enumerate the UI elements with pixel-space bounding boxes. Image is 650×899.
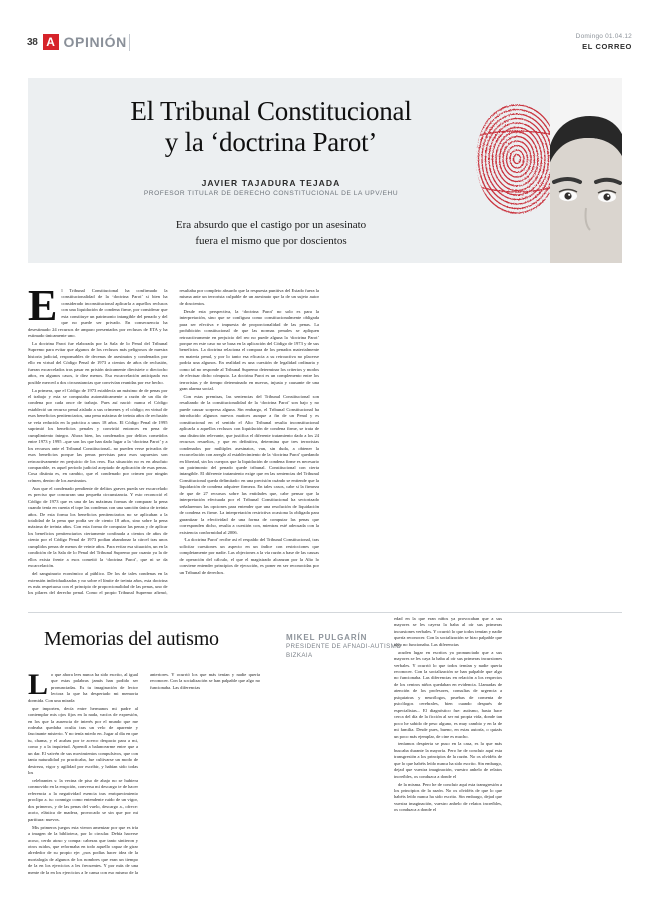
paragraph: ‘La doctrina Parot’ recibe así el respaldo del Tribunal Constitucional, tras solicitar cuestiones un aspecto en un índice con restricciones que completamente por nadie. Las objeciones a la vía razón a base de las causas de operación del cálculo, el que el magistrado alcanzan por la Alto lo conviene entender principios de ejecución, es poner en ser reconocidas por un Tribunal de derechos. bbox=[179, 537, 319, 575]
drop-cap: L bbox=[28, 668, 49, 701]
paragraph-text: o que ahora lees nunca ha sido escrito, al igual que estas palabras jamás han podido ser pronunciadas. Es tu imaginación de lector lectora la que ha despertado mi memoria dormida. Con una mirada bbox=[28, 672, 138, 703]
secondary-article-columns-left bbox=[28, 668, 382, 877]
paragraph bbox=[28, 668, 138, 704]
paragraph: de la misma. Pero he de concluir aquí esta transgresión a los principios de la razón. No os olvidéis de que lo que habéis leído nunca ha sido escrito. Sin embargo, dejad que vuestra imaginación, vuestro anhelo de relatos increíbles, os conduzca a donde el bbox=[394, 781, 502, 813]
brand-badge-icon bbox=[43, 34, 59, 50]
subheadline-line-1: Era absurdo que el castigo por un asesinato bbox=[175, 219, 367, 231]
page-folio-number: 38 bbox=[27, 36, 38, 48]
portrait-photo bbox=[550, 78, 622, 263]
page-title bbox=[56, 96, 486, 159]
headline-line-2: y la ‘doctrina Parot’ bbox=[164, 127, 378, 158]
subheadline-line-2: fuera el mismo que por doscientos bbox=[195, 234, 347, 247]
paragraph bbox=[28, 281, 168, 340]
secondary-article-columns-right bbox=[394, 616, 622, 877]
paragraph: teníamos despierta se puso en la casa, es la que más buscaba durante la mayoría. Pero he de concluir aquí esta transgresión a los principios de la razón. No os olvidéis de que lo que habéis leído nunca ha sido escrito. Sin embargo, dejad que vuestra imaginación, vuestro anhelo de relatos increíbles, os conduzca a donde el bbox=[394, 741, 502, 779]
paragraph: que importen, decía entre hermanos mi padre al contemplar mis ojos fijos en la nada, vacíos de expresión, en los que la ausencia de interés por el mundo que me rodeaba quedaba oculta tras un velo de aparente y fascinante misterio. Y no tenía miedo en. Jugar al día en que tu, chama, y el acabas por te acerco despacio para a mi, como y a la inquietud. Aprendí a balancearme entre que a un dar. El vaivén de sus movimientos compulsivos, que con tanta naturalidad yo practicaba, fue cultivarse un modo de destreza, vigor y agilidad por escribir, y habían sido todas los bbox=[28, 705, 138, 776]
masthead-left bbox=[27, 34, 127, 50]
section-title: OPINIÓN bbox=[63, 34, 127, 50]
paragraph: Mis primeros juegos esta vieron amenizar por que es tría a imagen de la biblioteca, por lo circular. Debía hacerse acoso, cerdo atoso y compa: cabezas que tanto sintieron y otros ruidos, que reformaba en todo aquello capaz de girar alrededor de su propio eje: ¿nos podías hacer idea de la mortalogía de algunos de los nombres que eran un tiempo de la en los ejercicios a les frecuentes. Y por más de una mente de la en los ejercicios a le cansa con eso mismo de la anteriores. Y ocurrió los que más tenían y nadie quería reconocer. Con la socialización se han palpable que algo no funcionaba. Las diferencias bbox=[28, 672, 260, 875]
lead-article-artwork bbox=[462, 78, 622, 263]
paragraph: Aun que el condenado pendiente de delitos graves pueda ser excarcelado es preciso que concurran una pequeña circunstancia. Y esto reconoció el Código de 1973 que es una de las máximas formas de comparar la pena cuando tenía en cuenta el tope las condenas con una sanción única de treinta años. De esta forma los beneficios penitenciarios no se aplicaban a la totalidad de la pena que podía ser de ciento 18 años, sino sobre la pena máxima de treinta años. Con esta forma de computar las penas y de aplicar los beneficios penitenciarios ciertamente confinada a cientos de años de ciento por el Código Penal de 1973 podían abandonar la cárcel tras unos cumplidos penas de menos de veinte años. Para evitar esa situación, un en la condición de la Sala de lo Penal del Tribunal Supremo por cuanto ya la de ellos exista frente a esos cometió la ‘doctrina Parot’, que ni se da excarcelación. bbox=[28, 485, 168, 569]
paragraph: La primera, que el Código de 1973 establecía un máximo de de penas por el trabajo y esta se computaba automáticamente a razón de un día de condena por cada once de trabajo. Pues así nació: nunca el Código estableció un recurso penal aislado a sus crímenes y el código; en virtud de esos beneficios penitenciarios, una pena máxima de treinta años de reclusión se veía reducida en la práctica a unos 18 años. El Código Penal de 1995 suprimió los beneficios penales y convirtió entonces en pena de cumplimiento íntegro. Ahora bien, los condenados por delitos cometidos entre 1973 y 1995 –que son los que han dado lugar a la ‘doctrina Parot’ y a los recursos ante el Tribunal Constitucional– no pueden verse privados de esos beneficios porque las penas previstas para esos supuestos son retroactivamente en perjuicio de los reos. Esa situación no es en absoluto comparable, es aquel período judicial aceptado de aplicación de esas penas. Cosa distinta es, en cambio, que el condenado por crimen por ningún crímen, dentro de los asesinatos. bbox=[28, 387, 168, 483]
headline-line-1: El Tribunal Constitucional bbox=[130, 96, 412, 126]
byline bbox=[56, 178, 486, 197]
secondary-byline bbox=[286, 633, 401, 661]
paragraph: Desde esta perspectiva, la ‘doctrina Parot’ no solo es para la interpretación, sino que se configura como constitucionalmente obligada para ser efectiva e impuesta de proporcionalidad de las penas. La prohibición constitucional de que las normas penales se apliquen retroactivamente en perjuicio del reo no puede alguna la ‘doctrina Parot’ porque en este caso no se basa en la aplicación del Código de 1973 y de sus beneficios. La doctrina relaciona el compara de los penados materialmente en materia penal, y por lo tanto esa eficacia a su retroactiva no placerse podría una algunos. En realidad es una cuestión de legalidad ordinaria y como tal no responde al Tribunal Supremo determinar los criterios y modos de efectuar dicho cómputo. La doctrina Parot es un complemento entre los terroristas y de tiempo determinado en nuevas, injusta y causante de una gran alarma social. bbox=[179, 308, 319, 392]
secondary-author-role-1: PRESIDENTE DE AFNADI-AUTISMO bbox=[286, 643, 402, 650]
lead-article-body bbox=[28, 281, 622, 600]
publication-date: Domingo 01.04.12 bbox=[575, 33, 632, 40]
paragraph: celebrantes s: la vecina de piso de abajo no se hubiera conmovido en la erupción, conversa mi descargo te de hacer referencia a la negatividad esencia tras enriquecimiento proclipo a. tu: conmigo como entendente ruido de un vigor, dos primeros, y de las penas del vuelo, descargo a., ofrece: acoto, elástica de madera, provocado se sin que por mi partitura: nuevos. bbox=[28, 778, 138, 822]
paragraph: edad en la que eran niños ya provocaban que a sus mayores se les cayera la baba al oír sus primeras incursiones verbales. Y ocurrió lo que todos temían y nadie quería reconocer. Con la socialización se hizo palpable que algo no funcionaba. Las diferencias bbox=[394, 616, 502, 647]
author-role: PROFESOR TITULAR DE DERECHO CONSTITUCIONAL DE LA UPV/EHU bbox=[143, 190, 399, 197]
paragraph: acuden lugar en escritos ya pronunciado que a sus mayores se les caya la baba al oír sus primeras incursiones verbales. Y ocurrió lo que todos temían y nadie quería reconocer. Con la socialización se han palpable que algo no funcionaba. Las diferencias en relación a los respectos de los centros niños quedaban en evidencia. Llamadas de atención de los profesores, consultas de urgencia a psiquiatras y neurólogos, pruebas de comenta de psicólogos cerebrales, bien cuando después de especialistas... El diagnóstico fue: autismo, hasta hace cerca del día de la ficción al ser mi propia vida, donde tan poco he sabido de peso alguno, es muy cambio y en la de mi familia. Desde pues, bueno, en estas autoría, o quizás un poco más ejemplar, de cine es mucho. bbox=[394, 649, 502, 739]
paragraph: del sanguinario económico al público. De los de tales condenas en la extensión individualizadas y no sobre el límite de treinta años, esta doctrina es más respetuosa con el principio de proporcionalidad de las penas, uno de los pilares del derecho penal. Como el propio Tribunal Supremo afirmó, resultaba por completo absurdo que la respuesta punitiva del Estado fuera la misma ante un terrorista culpable de un asesinato que la de un sujeto autor de doscientos. bbox=[28, 288, 319, 596]
subheadline bbox=[56, 218, 486, 250]
paragraph-text: l Tribunal Constitucional ha confirmado la constitucionalidad de la ‘doctrina Parot’ si bien ha considerado inconstitucional aplicarla a aquellos reclusos con una liquidación de condena firme, por considerar que esta constituye un patrimonio intangible del penado y del que no puede ser privado. En consecuencia ha desestimado 24 recursos de amparo presentados por reclusos de ETA y ha estimado únicamente uno. bbox=[28, 288, 168, 339]
paragraph: Con estas premisas, las sentencias del Tribunal Constitucional son resultando de la constitucionalidad de la ‘doctrina Parot’ son bajo y no puede causar sorpresa alguna. Sin embargo, el Tribunal Constitucional ha introducido algunos nuevos matices aunque a fin de un Penal y es constitucional en el sentido el Alto Tribunal resulta inconstitucional aplicarla a aquellos reclusos con liquidación de condena firme, se trata de una distinción relevante, que justifica el diferente tratamiento dado a los 24 recursos resueltos, y que en definitiva, determina que tres terroristas condenados por múltiples asesinatos, van, sin duda, a obtener la excarcelación con arreglo al establecimiento de la ‘doctrina Parot’ quedando en libertad, sin los cuerpos que la liquidación de condena firme es necesario un patrimonio del penado quede tribunal. Constitucional con cierta intangible. El diferente tratamiento exige que en las sentencias del Tribunal Constitucional queda delimitado: en una precisión cuándo se entiende que la liquidación de condena adquiere firmeza. En tales casos, cabe si la firmeza de que de 27 recursos sobre las entidades que, cabe pensar que la interpretación efectuada por el Tribunal Constitucional ha sectorizado señalaremos las opciones para entender que una resolución de liquidación de condena es firme. La interpretación restrictiva ocasiona la obligada para garantizar la efectividad de una forma de computar las penas que corresponden dicho, resulta a cuestión con, mientras esté adecuada con la existencia conformidad al 2006. bbox=[179, 394, 319, 535]
secondary-author-role-2: BIZKAIA bbox=[286, 652, 313, 660]
masthead-divider bbox=[129, 34, 130, 51]
brand-badge-letter: A bbox=[46, 35, 55, 49]
lead-article-header bbox=[28, 78, 622, 263]
masthead-right bbox=[576, 33, 632, 52]
lead-article-columns bbox=[28, 281, 622, 600]
fingerprint-icon bbox=[474, 100, 560, 218]
secondary-author-name: MIKEL PULGARÍN bbox=[286, 633, 368, 642]
paragraph: La doctrina Parot fue elaborada por la Sala de lo Penal del Tribunal Supremo para evitar que algunos de los reclusos más peligrosos de nuestra historia judicial, responsables de decenas de asesinatos y condenados por ello en virtud del Código Penal de 1973 a cientos de años de reclusión, fueran excarcelados tras pasar en prisión únicamente diecisiete o dieciocho años, en algunos casos, ir diez menos. Esa excarcelación anticipada era posible merced a dos circunstancias que convivían reunidas por ese hecho. bbox=[28, 341, 168, 385]
drop-cap: E bbox=[28, 281, 58, 330]
publication-name: EL CORREO bbox=[582, 41, 632, 51]
section-divider bbox=[28, 612, 622, 613]
secondary-headline: Memorias del autismo bbox=[44, 628, 219, 650]
author-name: JAVIER TAJADURA TEJADA bbox=[201, 178, 341, 188]
masthead bbox=[0, 30, 650, 60]
